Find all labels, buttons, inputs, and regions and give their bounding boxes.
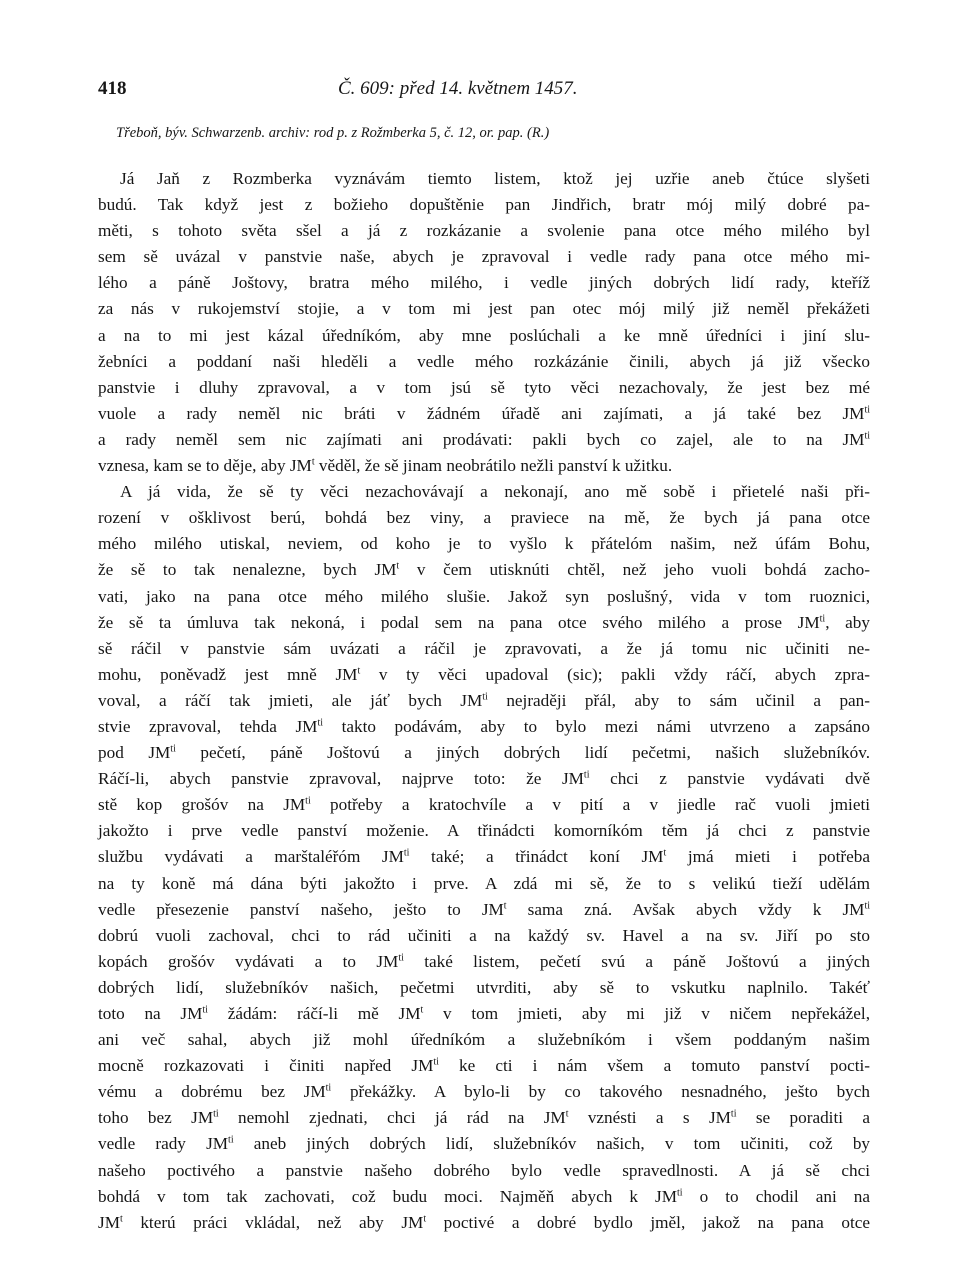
text-line: sě ráčil v panstvie sám uvázati a ráčil je zpravovati, a že já tomu nic učiniti ne-: [98, 638, 870, 658]
text-line: dobrú vuoli zachoval, chci to rád učiniti a na každý sv. Havel a na sv. Jiří po sto: [98, 925, 870, 945]
text-line: mého milého utiskal, neviem, od koho je to vyšlo k přátelóm našim, než úfám Bohu,: [98, 534, 870, 554]
text-line: ani več sahal, abych již mohl úředníkóm a služebníkóm i všem poddaným našim: [98, 1030, 870, 1050]
text-line: vedle rady $JM^{ti}$ aneb jiných dobrých lidí, služebníkóv našich, v tom učiniti, což by: [98, 1134, 871, 1154]
text-line: mocně rozkazovati i činiti napřed $JM^{ti}$ ke cti i nám všem a tomuto panství pocti-: [98, 1056, 870, 1076]
text-line: bohdá v tom tak zachovati, což budu moci. Najměň abych k $JM^{ti}$ o to chodil ani na: [98, 1186, 870, 1206]
document-heading: Č. 609: před 14. květnem 1457.: [338, 78, 578, 99]
text-line: a rady neměl sem nic zajímati ani prodávati: pakli bych co zajel, ale to na $JM^{ti}$: [98, 429, 870, 449]
text-line: že sě to tak nenalezne, bych $JM^t$ v čem utisknúti chtěl, než jeho vuoli bohdá zacho-: [98, 560, 870, 580]
text-line: rození v ošklivost berú, bohdá bez viny, a praviece na mě, že bych já pana otce: [98, 508, 870, 528]
text-line: stě kop grošóv na $JM^{ti}$ potřeby a kratochvíle a v pití a v jiedle rač vuoli jmieti: [98, 795, 870, 815]
text-line: toto na $JM^{ti}$ žádám: ráčí-li mě $JM^t$ v tom jmieti, aby mi již v ničem nepřekážel,: [98, 1004, 870, 1023]
text-line: panstvie i dluhy zpravoval, a v tom jsú sě tyto věci nezachovaly, že jest bez mé: [98, 377, 870, 397]
text-line: Ráčí-li, abych panstvie zpravoval, najprve toto: že $JM^{ti}$ chci z panstvie vydávati dvě: [98, 769, 870, 789]
text-line: za nás v rukojemství stojie, a v tom mi jest pan otec mój milý již neměl překážeti: [98, 299, 870, 319]
text-line: žebníci a poddaní naši hleděli a vedle mého rozkázánie činili, abych já již všecko: [98, 351, 870, 371]
text-line: měti, s tohoto světa sšel a já z rozkázanie a svolenie pana otce mého milého byl: [98, 221, 870, 241]
text-line: sem sě uvázal v panstvie naše, abych je zpravoval i vedle rady pana otce mého mi-: [98, 247, 870, 267]
text-line: A já vida, že sě ty věci nezachovávají a nekonají, ano mě sobě i přietelé naši při-: [120, 482, 870, 502]
text-line: na ty koně má dána býti jakožto i prve. A zdá mi sě, že to s velikú tieží udělám: [98, 873, 870, 893]
text-line: mohu, poněvadž jest mně $JM^t$ v ty věci upadoval (sic); pakli vždy ráčí, abych zpra-: [98, 664, 870, 684]
text-line: vuole a rady neměl nic bráti v žádném úřadě ani zajímati, a já také bez $JM^{ti}$: [98, 403, 870, 423]
text-line: vati, jako na pana otce mého milého slušie. Jakož syn poslušný, vida v tom ruoznici,: [98, 586, 870, 606]
text-line: Já Jaň z Rozmberka vyznávám tiemto listem, ktož jej uzřie aneb čtúce slyšeti: [120, 169, 870, 188]
text-line: že sě ta úmluva tak nekoná, i podal sem na pana otce svého milého a prose $JM^{ti}$, aby: [98, 612, 870, 632]
page-number: 418: [98, 78, 127, 99]
text-line: jakožto i prve vedle panství moženie. A třinádcti komorníkóm těm já chci z panstvie: [98, 821, 870, 841]
body-text: [98, 166, 870, 1236]
text-line: budú. Tak když jest z božieho dopuštěnie pan Jindřich, bratr mój milý dobré pa-: [98, 195, 870, 215]
text-line: lého a páně Joštovy, bratra mého milého, i vedle jiných dobrých lidí rady, kteříž: [98, 273, 870, 293]
text-line: našeho poctivého a panstvie našeho dobrého bylo vedle spravedlnosti. A já sě chci: [98, 1160, 870, 1180]
source-citation: Třeboň, býv. Schwarzenb. archiv: rod p. z Rožmberka 5, č. 12, or. pap. (R.): [116, 125, 550, 141]
text-line: vznesa, kam se to děje, aby $JM^t$ věděl, že sě jinam neobrátilo nežli panství k užitku.: [98, 456, 673, 476]
text-line: službu vydávati a marštaléřóm $JM^{ti}$ také; a třinádct koní $JM^t$ jmá mieti i potřeba: [98, 847, 870, 867]
text-line: voval, a ráčí tak jmieti, ale jáť bych $JM^{ti}$ nejraději přál, aby to sám učinil a pan-: [98, 690, 871, 710]
page-header: [98, 78, 870, 104]
text-line: stvie zpravoval, tehda $JM^{ti}$ takto podávám, aby to bylo mezi námi utvrzeno a zapsáno: [98, 716, 870, 736]
text-line: a na to mi jest kázal úředníkóm, aby mne poslúchali a ke mně úředníci i jiní slu-: [98, 325, 870, 345]
text-line: $JM^t$ kterú práci vkládal, než aby $JM^t$ poctivé a dobré bydlo jměl, jakož na pana otce: [98, 1212, 870, 1232]
text-line: kopách grošóv vydávati a to $JM^{ti}$ také listem, pečetí svú a páně Joštovú a jiných: [98, 951, 870, 971]
text-line: vému a dobrému bez $JM^{ti}$ překážky. A bylo-li by co takového nesnadného, ješto bych: [98, 1082, 870, 1102]
text-line: vedle přesezenie panství našeho, ješto to $JM^t$ sama zná. Avšak abych vždy k $JM^{ti}$: [98, 899, 870, 919]
text-line: pod $JM^{ti}$ pečetí, páně Joštovú a jiných dobrých lidí pečetmi, našich služebníkóv.: [98, 743, 871, 763]
text-line: dobrých lidí, služebníkóv našich, pečetmi utvrditi, aby sě to vskutku naplnilo. Takéť: [98, 977, 870, 997]
text-line: toho bez $JM^{ti}$ nemohl zjednati, chci já rád na $JM^t$ vznésti a s $JM^{ti}$ se poraditi a: [98, 1108, 870, 1128]
